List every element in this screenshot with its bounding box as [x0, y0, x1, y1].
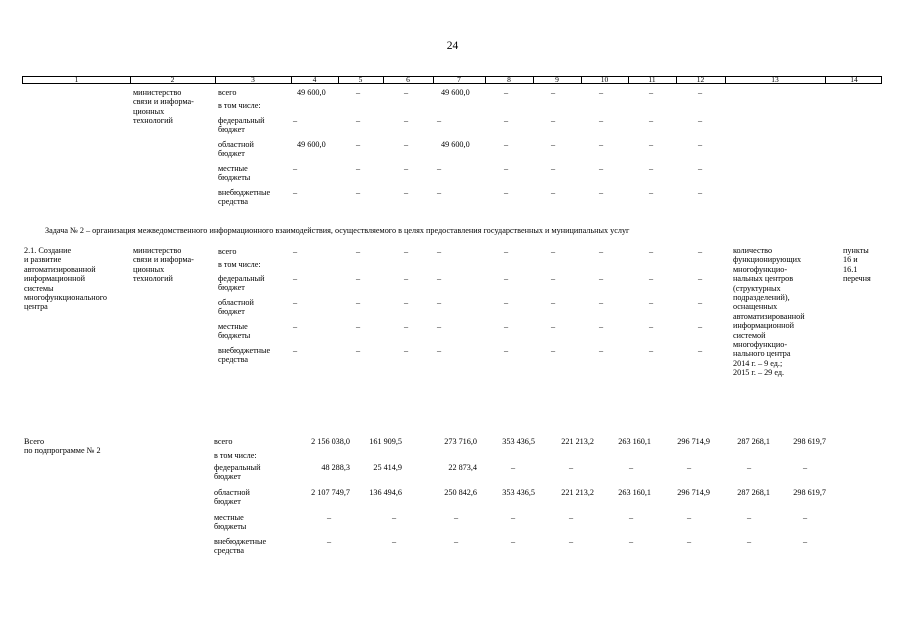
value-cell: –	[698, 346, 703, 355]
value-cell: –	[454, 537, 459, 546]
value-cell: –	[511, 463, 516, 472]
block2-measure: 2.1. Создание и развитие автоматизированной информационной системы многофункционального центра	[24, 246, 107, 312]
value-cell: 263 160,1	[618, 488, 651, 497]
value-cell: –	[649, 346, 654, 355]
row-label: в том числе:	[218, 101, 261, 110]
row-label: федеральный бюджет	[218, 116, 265, 135]
row-label: в том числе:	[214, 451, 257, 460]
header-col-2: 2	[170, 75, 175, 84]
value-cell: –	[392, 537, 397, 546]
block2-executor: министерство связи и информа- ционных технологий	[133, 246, 194, 284]
value-cell: –	[551, 140, 556, 149]
task-2-heading: Задача № 2 – организация межведомственного информационного взаимодействия, осуществляемого в целях предоставления государственных и муниципальных услуг	[45, 226, 630, 235]
row-label: внебюджетные средства	[218, 188, 271, 207]
value-cell: –	[569, 513, 574, 522]
value-cell: –	[649, 164, 654, 173]
row-label: внебюджетные средства	[218, 346, 271, 365]
value-cell: –	[404, 322, 409, 331]
value-cell: 287 268,1	[737, 488, 770, 497]
value-cell: –	[404, 274, 409, 283]
value-cell: –	[437, 164, 442, 173]
value-cell: –	[504, 322, 509, 331]
value-cell: –	[404, 164, 409, 173]
value-cell: –	[803, 513, 808, 522]
value-cell: –	[504, 298, 509, 307]
value-cell: –	[437, 346, 442, 355]
value-cell: –	[356, 247, 361, 256]
value-cell: 296 714,9	[677, 488, 710, 497]
value-cell: 49 600,0	[441, 140, 470, 149]
value-cell: –	[599, 140, 604, 149]
value-cell: 273 716,0	[444, 437, 477, 446]
value-cell: –	[551, 164, 556, 173]
total-title: Всего по подпрограмме № 2	[24, 437, 101, 456]
value-cell: –	[599, 322, 604, 331]
value-cell: –	[293, 188, 298, 197]
value-cell: –	[698, 88, 703, 97]
header-col-8: 8	[507, 75, 511, 84]
header-col-12: 12	[696, 75, 705, 84]
value-cell: –	[404, 188, 409, 197]
value-cell: –	[437, 116, 442, 125]
value-cell: –	[551, 116, 556, 125]
value-cell: –	[551, 247, 556, 256]
value-cell: –	[698, 247, 703, 256]
value-cell: –	[599, 188, 604, 197]
value-cell: 22 873,4	[448, 463, 477, 472]
value-cell: –	[698, 298, 703, 307]
value-cell: –	[649, 247, 654, 256]
value-cell: 353 436,5	[502, 488, 535, 497]
header-col-9: 9	[555, 75, 559, 84]
block1-executor: министерство связи и информа- ционных технологий	[133, 88, 194, 126]
value-cell: –	[551, 188, 556, 197]
value-cell: –	[504, 88, 509, 97]
value-cell: –	[504, 274, 509, 283]
value-cell: –	[356, 322, 361, 331]
value-cell: –	[511, 513, 516, 522]
value-cell: –	[551, 274, 556, 283]
value-cell: –	[327, 537, 332, 546]
value-cell: –	[698, 164, 703, 173]
value-cell: –	[649, 188, 654, 197]
value-cell: –	[698, 116, 703, 125]
value-cell: –	[599, 164, 604, 173]
row-label: местные бюджеты	[218, 164, 251, 183]
value-cell: –	[293, 346, 298, 355]
header-col-10: 10	[600, 75, 609, 84]
value-cell: –	[437, 188, 442, 197]
value-cell: 287 268,1	[737, 437, 770, 446]
value-cell: –	[687, 513, 692, 522]
page-number: 24	[446, 40, 459, 52]
value-cell: –	[649, 116, 654, 125]
value-cell: –	[629, 513, 634, 522]
value-cell: –	[356, 88, 361, 97]
value-cell: –	[437, 298, 442, 307]
value-cell: –	[504, 164, 509, 173]
value-cell: –	[437, 274, 442, 283]
value-cell: –	[404, 140, 409, 149]
value-cell: –	[327, 513, 332, 522]
value-cell: –	[293, 116, 298, 125]
value-cell: 221 213,2	[561, 488, 594, 497]
value-cell: –	[747, 513, 752, 522]
value-cell: –	[356, 140, 361, 149]
value-cell: –	[599, 116, 604, 125]
value-cell: –	[404, 116, 409, 125]
value-cell: –	[698, 188, 703, 197]
value-cell: –	[803, 537, 808, 546]
value-cell: 49 600,0	[297, 140, 326, 149]
value-cell: –	[504, 140, 509, 149]
value-cell: –	[599, 346, 604, 355]
value-cell: –	[687, 537, 692, 546]
value-cell: 161 909,5	[369, 437, 402, 446]
row-label: всего	[214, 437, 233, 446]
value-cell: –	[454, 513, 459, 522]
value-cell: –	[698, 274, 703, 283]
header-col-5: 5	[358, 75, 363, 84]
row-label: областной бюджет	[218, 298, 254, 317]
value-cell: –	[551, 346, 556, 355]
value-cell: –	[404, 346, 409, 355]
header-col-7: 7	[457, 75, 461, 84]
value-cell: –	[356, 164, 361, 173]
value-cell: 2 156 038,0	[311, 437, 350, 446]
value-cell: –	[687, 463, 692, 472]
header-col-4: 4	[312, 75, 317, 84]
value-cell: –	[649, 298, 654, 307]
value-cell: 221 213,2	[561, 437, 594, 446]
value-cell: –	[599, 274, 604, 283]
value-cell: –	[599, 298, 604, 307]
value-cell: 49 600,0	[441, 88, 470, 97]
value-cell: –	[356, 274, 361, 283]
value-cell: –	[437, 247, 442, 256]
block2-items: пункты 16 и 16.1 перечня	[843, 246, 871, 284]
value-cell: –	[649, 274, 654, 283]
value-cell: –	[356, 346, 361, 355]
row-label: в том числе:	[218, 260, 261, 269]
value-cell: –	[356, 188, 361, 197]
column-number-header	[22, 76, 882, 84]
value-cell: 298 619,7	[793, 488, 826, 497]
value-cell: 353 436,5	[502, 437, 535, 446]
header-col-11: 11	[648, 75, 656, 84]
row-label: федеральный бюджет	[218, 274, 265, 293]
row-label: всего	[218, 247, 237, 256]
row-label: всего	[218, 88, 237, 97]
value-cell: –	[551, 298, 556, 307]
value-cell: –	[698, 322, 703, 331]
value-cell: –	[599, 88, 604, 97]
value-cell: –	[747, 537, 752, 546]
value-cell: –	[803, 463, 808, 472]
value-cell: –	[404, 247, 409, 256]
header-col-13: 13	[771, 75, 779, 84]
value-cell: –	[293, 274, 298, 283]
value-cell: –	[569, 463, 574, 472]
value-cell: –	[293, 164, 298, 173]
row-label: внебюджетные средства	[214, 537, 267, 556]
value-cell: –	[356, 298, 361, 307]
value-cell: –	[404, 298, 409, 307]
header-col-6: 6	[406, 75, 410, 84]
value-cell: –	[293, 298, 298, 307]
value-cell: 250 842,6	[444, 488, 477, 497]
value-cell: –	[293, 322, 298, 331]
value-cell: –	[649, 322, 654, 331]
value-cell: –	[504, 346, 509, 355]
header-col-14: 14	[850, 75, 858, 84]
value-cell: –	[599, 247, 604, 256]
block2-indicator: количество функционирующих многофункцио- нальных центров (структурных подразделений), оснащенных автоматизированной информационной системой многофункцио- нального центра 2014 г. – 9 ед.; 2015 г. – 29 ед.	[733, 246, 805, 378]
value-cell: –	[649, 88, 654, 97]
row-label: областной бюджет	[214, 488, 250, 507]
value-cell: –	[551, 88, 556, 97]
value-cell: 2 107 749,7	[311, 488, 350, 497]
value-cell: 298 619,7	[793, 437, 826, 446]
value-cell: 296 714,9	[677, 437, 710, 446]
value-cell: 48 288,3	[321, 463, 350, 472]
value-cell: –	[551, 322, 556, 331]
value-cell: –	[511, 537, 516, 546]
value-cell: –	[629, 463, 634, 472]
value-cell: –	[504, 116, 509, 125]
value-cell: –	[356, 116, 361, 125]
row-label: областной бюджет	[218, 140, 254, 159]
header-col-3: 3	[251, 75, 255, 84]
value-cell: –	[504, 247, 509, 256]
value-cell: –	[569, 537, 574, 546]
value-cell: –	[649, 140, 654, 149]
value-cell: –	[404, 88, 409, 97]
value-cell: –	[747, 463, 752, 472]
value-cell: –	[698, 140, 703, 149]
row-label: федеральный бюджет	[214, 463, 261, 482]
row-label: местные бюджеты	[218, 322, 251, 341]
value-cell: 49 600,0	[297, 88, 326, 97]
value-cell: –	[392, 513, 397, 522]
value-cell: –	[504, 188, 509, 197]
value-cell: 263 160,1	[618, 437, 651, 446]
value-cell: 136 494,6	[369, 488, 402, 497]
header-col-1: 1	[74, 75, 79, 84]
value-cell: 25 414,9	[373, 463, 402, 472]
value-cell: –	[437, 322, 442, 331]
value-cell: –	[629, 537, 634, 546]
value-cell: –	[293, 247, 298, 256]
row-label: местные бюджеты	[214, 513, 247, 532]
